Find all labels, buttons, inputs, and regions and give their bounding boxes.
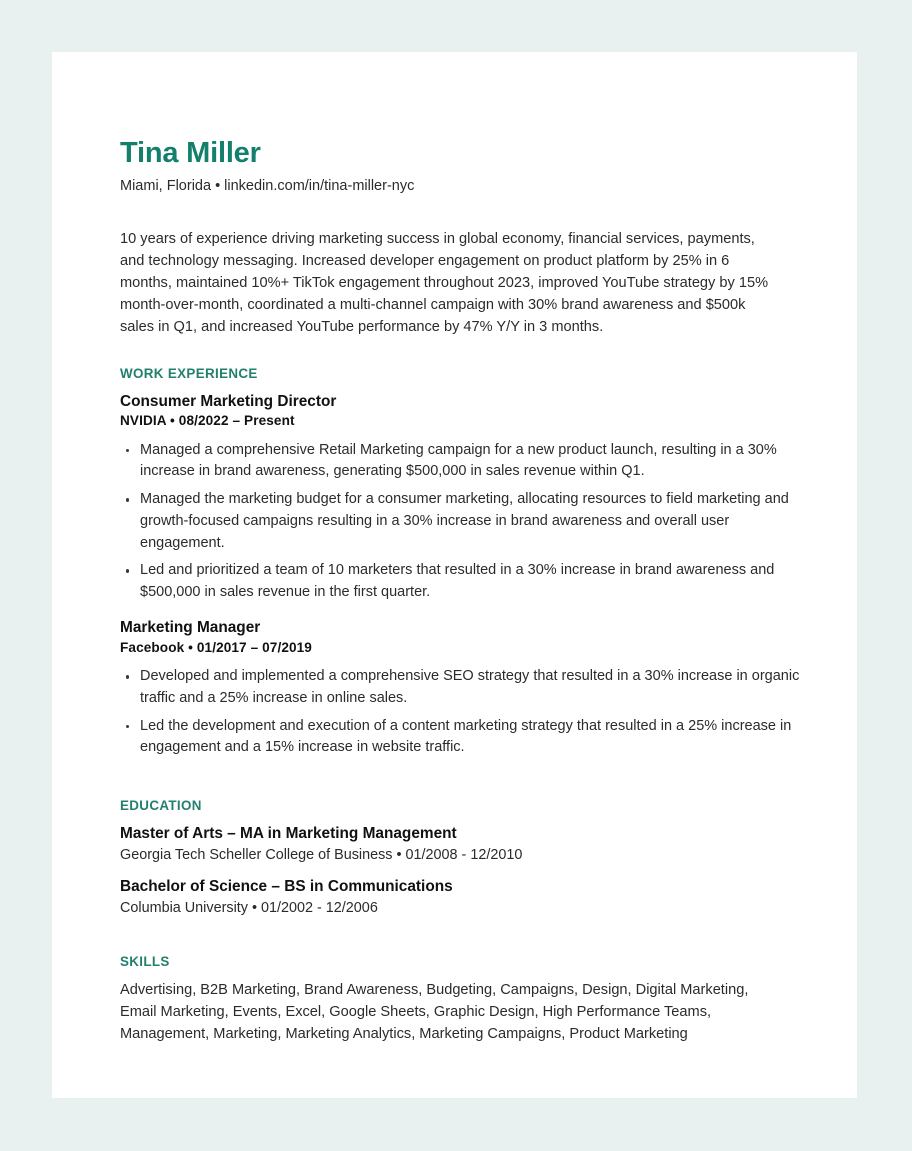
work-entry bbox=[120, 618, 830, 759]
resume-header bbox=[120, 120, 830, 196]
skills-list: Advertising, B2B Marketing, Brand Awareness, Budgeting, Campaigns, Design, Digital Marketing, Email Marketing, Events, Excel, Google Sheets, Graphic Design, High Performance Teams, Management, Marketing, Marketing Analytics, Marketing Campaigns, Product Marketing bbox=[120, 982, 749, 1042]
job-bullet: Managed a comprehensive Retail Marketing campaign for a new product launch, resulting in a 30% increase in brand awareness, generating $500,000 in sales revenue within Q1. bbox=[120, 440, 810, 484]
section-title-education: EDUCATION bbox=[120, 798, 202, 814]
school-dates: Columbia University • 01/2002 - 12/2006 bbox=[120, 899, 378, 916]
job-bullet: Led and prioritized a team of 10 marketers that resulted in a 30% increase in brand awareness and $500,000 in sales revenue in the first quarter. bbox=[120, 560, 810, 604]
job-company-dates: Facebook • 01/2017 – 07/2019 bbox=[120, 639, 312, 655]
job-bullet: Developed and implemented a comprehensive SEO strategy that resulted in a 30% increase in organic traffic and a 25% increase in online sales. bbox=[120, 666, 810, 710]
section-skills bbox=[120, 954, 830, 1046]
job-title: Consumer Marketing Director bbox=[120, 392, 337, 410]
work-entry bbox=[120, 392, 830, 604]
job-bullet: Managed the marketing budget for a consumer marketing, allocating resources to field marketing and growth-focused campaigns resulting in a 30% increase in brand awareness and overall user engagement. bbox=[120, 489, 810, 554]
job-title: Marketing Manager bbox=[120, 618, 261, 636]
degree-title: Bachelor of Science – BS in Communications bbox=[120, 878, 453, 896]
job-bullet-list bbox=[120, 440, 830, 604]
job-bullet: Led the development and execution of a content marketing strategy that resulted in a 25% increase in engagement and a 15% increase in website traffic. bbox=[120, 716, 810, 760]
job-company-dates: NVIDIA • 08/2022 – Present bbox=[120, 413, 295, 429]
section-title-work-experience: WORK EXPERIENCE bbox=[120, 365, 258, 381]
professional-summary: 10 years of experience driving marketing success in global economy, financial services, payments, and technology messaging. Increased developer engagement on product platform by 25% in 6 months, maintained 10%+ TikTok engagement throughout 2023, improved YouTube strategy by 15% month-over-month, coordinated a multi-channel campaign with 30% brand awareness and $500k sales in Q1, and increased YouTube performance by 47% Y/Y in 3 months. bbox=[120, 230, 769, 336]
education-entry bbox=[120, 824, 830, 865]
candidate-name: Tina Miller bbox=[120, 137, 261, 169]
contact-line: Miami, Florida • linkedin.com/in/tina-miller-nyc bbox=[120, 177, 415, 194]
section-work-experience bbox=[120, 366, 830, 760]
school-dates: Georgia Tech Scheller College of Business • 01/2008 - 12/2010 bbox=[120, 846, 523, 863]
education-entry bbox=[120, 877, 830, 918]
job-bullet-list bbox=[120, 666, 830, 759]
section-title-skills: SKILLS bbox=[120, 954, 170, 970]
resume-document bbox=[52, 52, 857, 1098]
section-education bbox=[120, 798, 830, 918]
degree-title: Master of Arts – MA in Marketing Management bbox=[120, 825, 457, 843]
